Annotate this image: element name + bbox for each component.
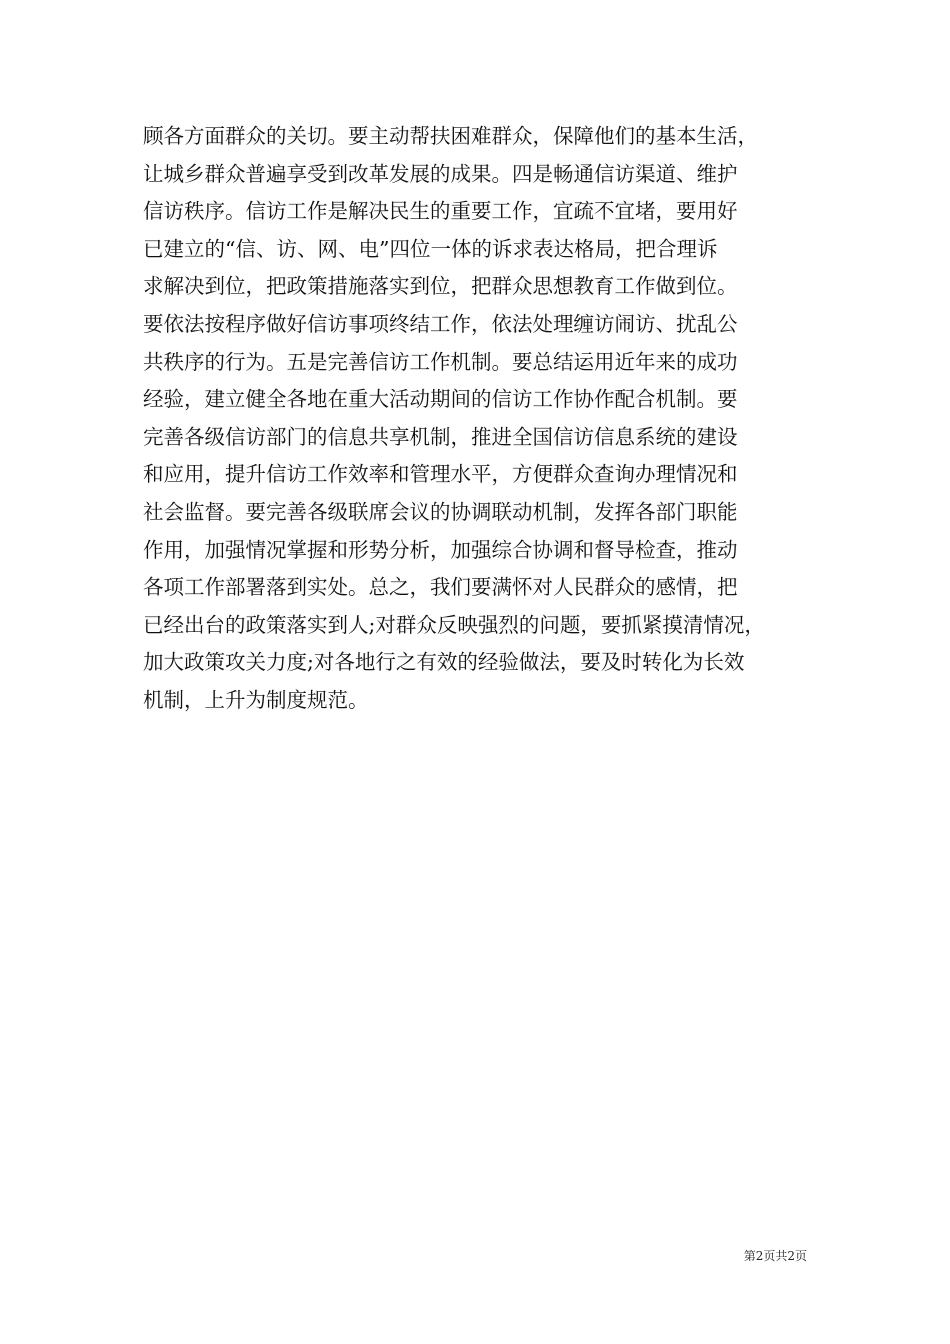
text-line: 让城乡群众普遍享受到改革发展的成果。四是畅通信访渠道、维护 (143, 161, 738, 186)
text-line: 顾各方面群众的关切。要主动帮扶困难群众，保障他们的基本生活， (143, 124, 758, 148)
text-line: 要依法按程序做好信访事项终结工作，依法处理缠访闹访、扰乱公 (143, 311, 738, 336)
text-line: 作用，加强情况掌握和形势分析，加强综合协调和督导检查，推动 (143, 537, 738, 562)
text-line: 社会监督。要完善各级联席会议的协调联动机制，发挥各部门职能 (143, 499, 738, 524)
page-number-footer: 第2页共2页 (743, 1249, 807, 1263)
text-line: 经验，建立健全各地在重大活动期间的信访工作协作配合机制。要 (143, 387, 738, 412)
text-line: 加大政策攻关力度;对各地行之有效的经验做法，要及时转化为长效 (143, 650, 745, 675)
text-line: 共秩序的行为。五是完善信访工作机制。要总结运用近年来的成功 (143, 349, 738, 374)
text-line: 信访秩序。信访工作是解决民生的重要工作，宜疏不宜堵，要用好 (143, 199, 738, 224)
text-line: 完善各级信访部门的信息共享机制，推进全国信访信息系统的建设 (143, 424, 738, 449)
text-line: 机制，上升为制度规范。 (143, 687, 369, 712)
text-line: 已建立的“信、访、网、电”四位一体的诉求表达格局，把合理诉 (143, 236, 718, 261)
body-paragraph (143, 118, 843, 720)
text-line: 各项工作部署落到实处。总之，我们要满怀对人民群众的感情，把 (143, 575, 738, 600)
text-line: 和应用，提升信访工作效率和管理水平，方便群众查询办理情况和 (143, 462, 738, 487)
text-line: 求解决到位，把政策措施落实到位，把群众思想教育工作做到位。 (143, 274, 738, 299)
text-line: 已经出台的政策落实到人;对群众反映强烈的问题，要抓紧摸清情况， (143, 612, 765, 637)
